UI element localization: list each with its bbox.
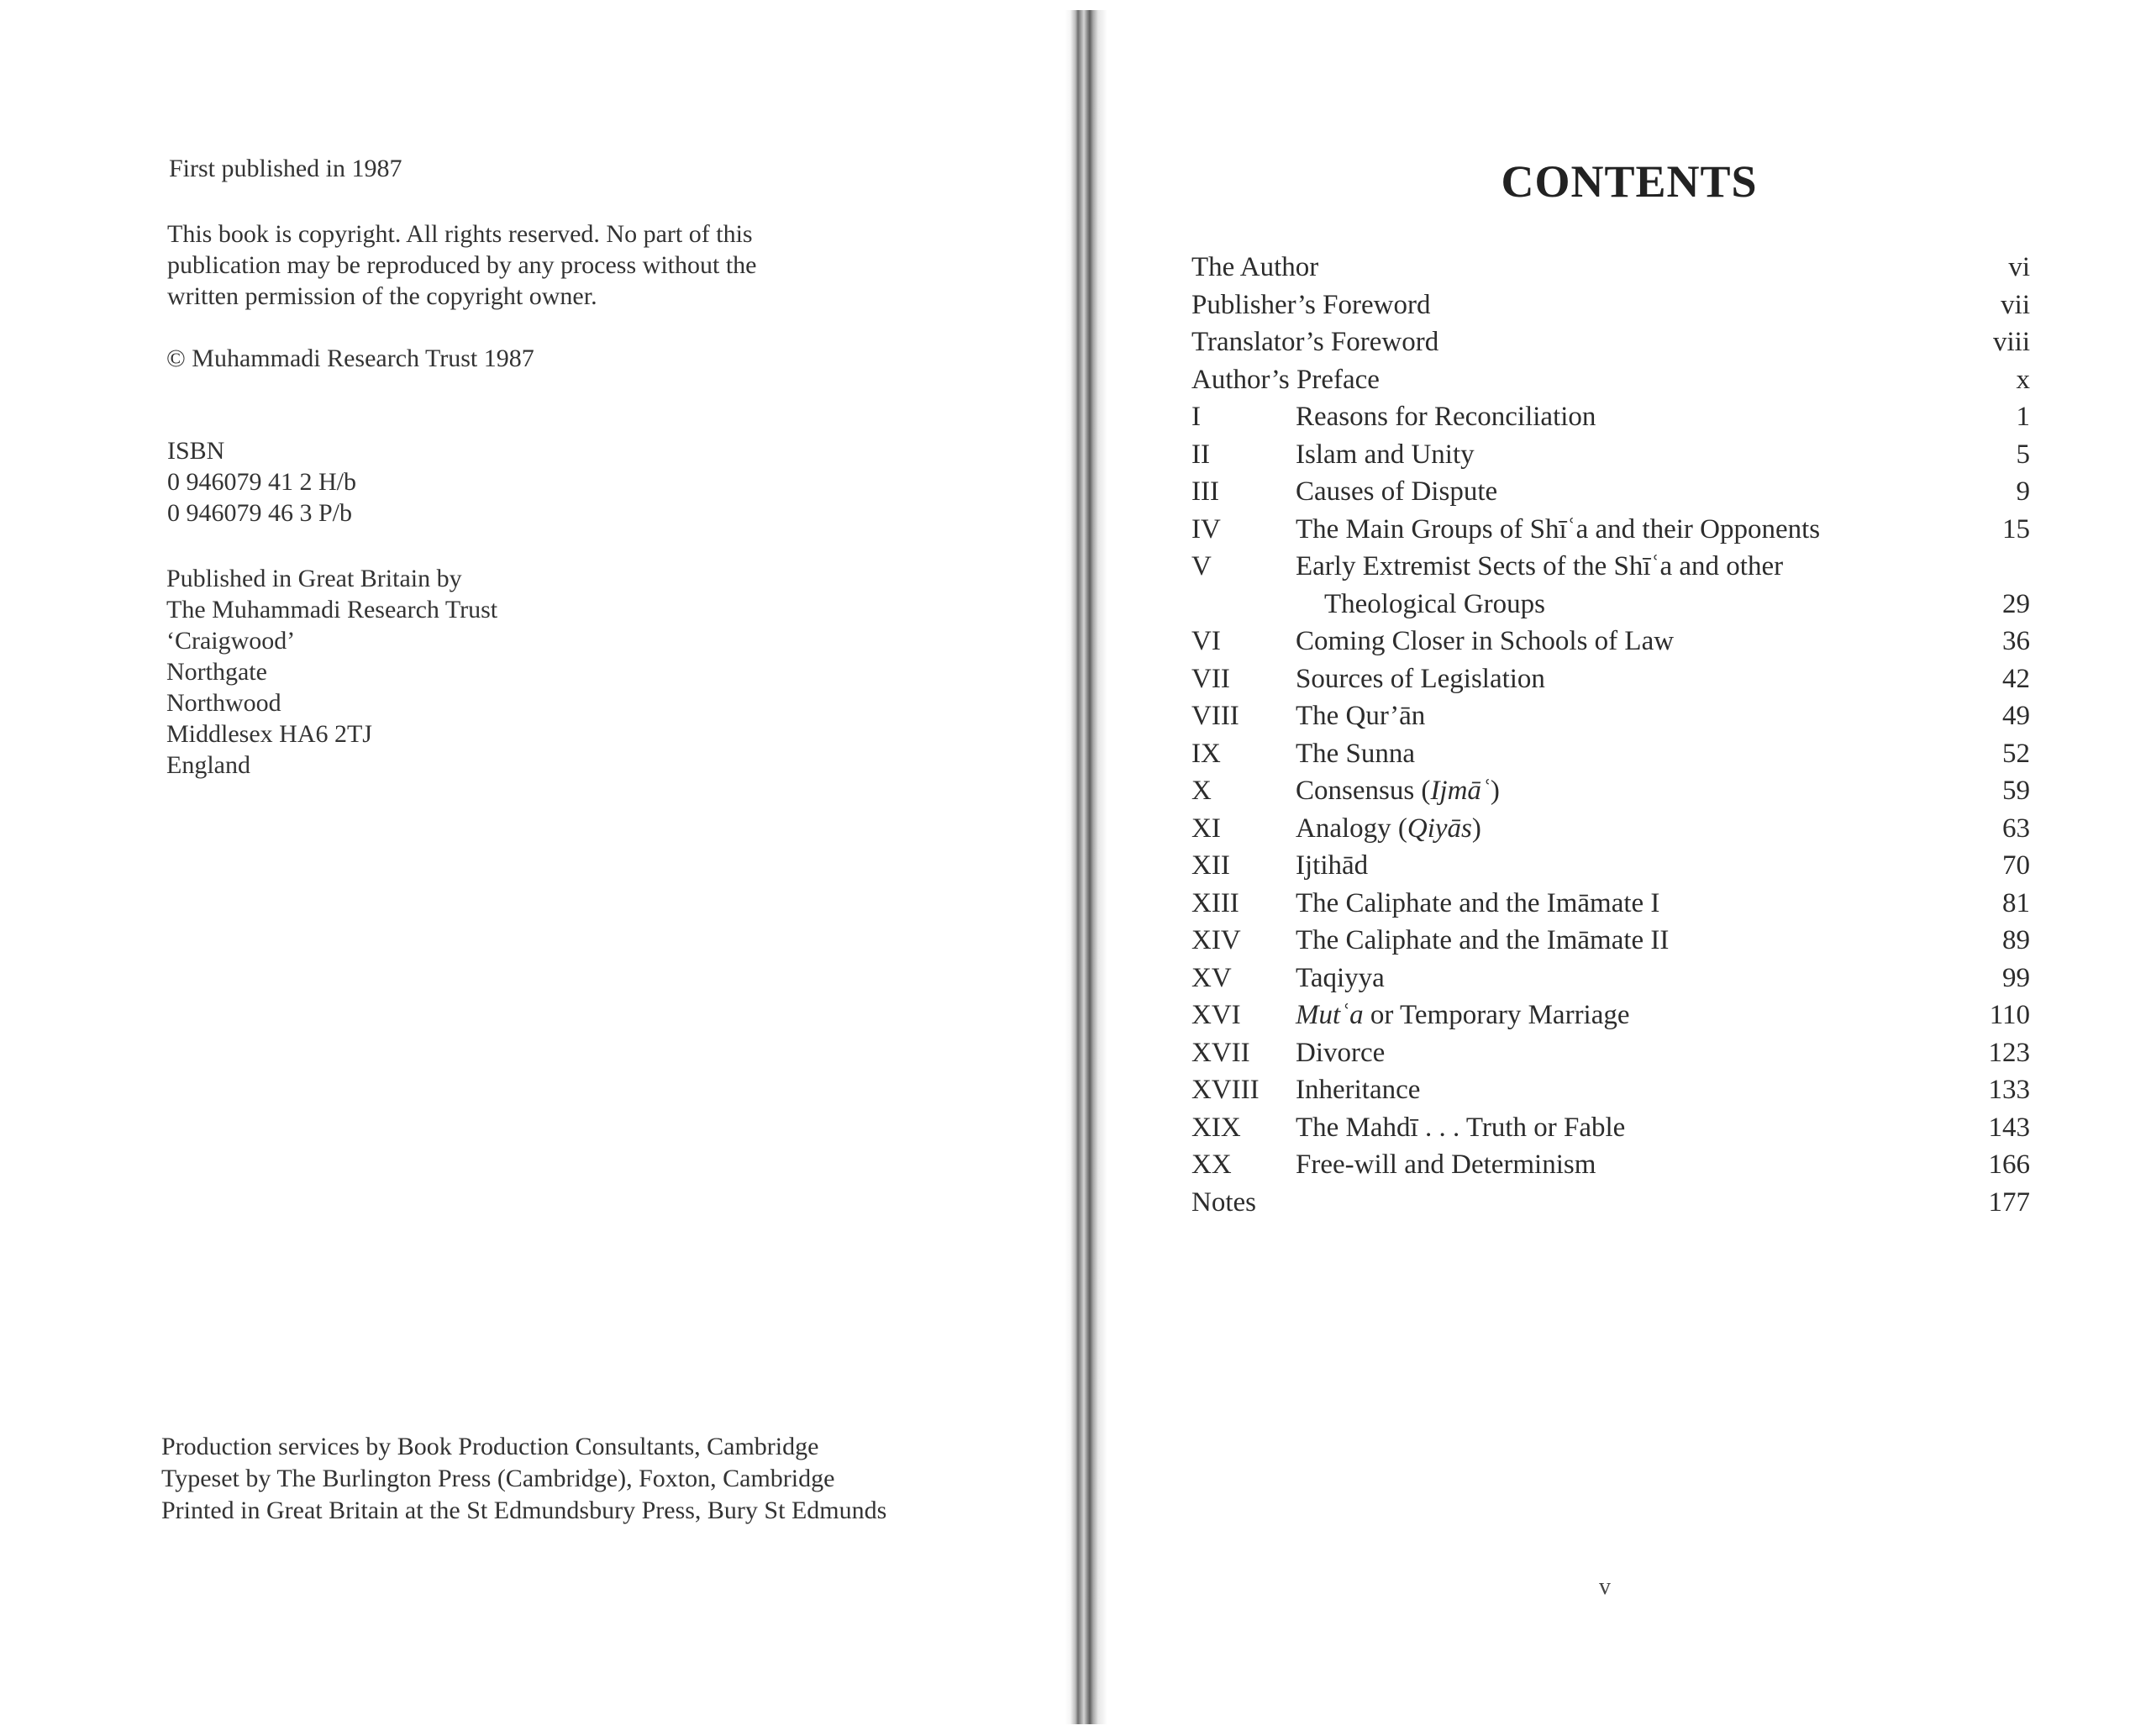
- toc-entry: [1191, 1071, 2030, 1109]
- toc-chapter-number: XIV: [1191, 925, 1241, 955]
- toc-title-text: Author’s Preface: [1191, 364, 1380, 395]
- toc-page-number: 143: [1988, 1112, 2030, 1143]
- toc-page-number: vi: [2008, 252, 2030, 282]
- toc-entry-title: [1296, 436, 1475, 474]
- credit-line: Printed in Great Britain at the St Edmundsbury Press, Bury St Edmunds: [161, 1497, 887, 1524]
- toc-entry-title: [1296, 548, 1783, 623]
- toc-entry: [1191, 922, 2030, 960]
- toc-chapter-number: V: [1191, 551, 1212, 581]
- copyright-notice-line: publication may be reproduced by any process without the: [167, 251, 757, 279]
- toc-chapter-number: XVII: [1191, 1037, 1250, 1068]
- toc-chapter-number: II: [1191, 439, 1210, 470]
- toc-page-number: 166: [1988, 1149, 2030, 1180]
- toc-page-number: 110: [1989, 1000, 2030, 1030]
- toc-title-italic: Ijmāʿ: [1430, 776, 1491, 806]
- toc-entry: [1191, 361, 2030, 399]
- toc-chapter-number: XX: [1191, 1149, 1232, 1180]
- toc-entry-title: [1296, 772, 1500, 810]
- toc-entry-title: [1191, 324, 1438, 361]
- toc-title-text: Reasons for Reconciliation: [1296, 402, 1596, 432]
- toc-entry: [1191, 324, 2030, 361]
- toc-page-number: 52: [2002, 738, 2030, 769]
- toc-title-text: The Main Groups of Shīʿa and their Opponents: [1296, 513, 1821, 544]
- toc-chapter-number: VII: [1191, 663, 1230, 694]
- toc-entry: [1191, 885, 2030, 923]
- toc-page-number: vii: [2001, 289, 2030, 320]
- toc-entry: [1191, 436, 2030, 474]
- copyright-notice: [167, 218, 756, 312]
- toc-title-continuation: Theological Groups: [1324, 588, 1546, 619]
- address-line: Northwood: [166, 689, 281, 717]
- toc-chapter-number: VI: [1191, 626, 1221, 656]
- toc-entry-title: [1191, 1184, 1256, 1222]
- toc-entry: [1191, 1146, 2030, 1184]
- toc-entry-title: [1296, 885, 1659, 923]
- toc-page-number: 99: [2002, 962, 2030, 993]
- toc-page-number: 133: [1988, 1075, 2030, 1105]
- toc-chapter-number: XVIII: [1191, 1075, 1260, 1105]
- toc-title-text: Translator’s Foreword: [1191, 327, 1439, 357]
- toc-entry-title: [1296, 660, 1545, 698]
- toc-entry-title: [1296, 847, 1368, 885]
- toc-page-number: 15: [2002, 513, 2030, 544]
- toc-entry: [1191, 960, 2030, 997]
- toc-title-text: The Sunna: [1296, 738, 1416, 769]
- toc-entry: [1191, 847, 2030, 885]
- toc-entry: [1191, 810, 2030, 848]
- toc-title-italic: Mutʿa: [1296, 1000, 1364, 1030]
- toc-entry: [1191, 660, 2030, 698]
- toc-title-text: Ijtihād: [1296, 850, 1369, 881]
- toc-page-number: viii: [1992, 327, 2030, 357]
- toc-chapter-number: XV: [1191, 962, 1232, 993]
- toc-page-number: 70: [2002, 850, 2030, 881]
- toc-title-text: Divorce: [1296, 1037, 1386, 1068]
- toc-entry-title: [1296, 697, 1425, 735]
- toc-entry: [1191, 735, 2030, 773]
- toc-entry-title: [1296, 473, 1497, 511]
- toc-entry: [1191, 1109, 2030, 1147]
- toc-page-number: 59: [2002, 776, 2030, 806]
- toc-title-text: Free-will and Determinism: [1296, 1149, 1596, 1180]
- toc-chapter-number: III: [1191, 476, 1219, 507]
- toc-title-text: Inheritance: [1296, 1075, 1421, 1105]
- toc-entry: [1191, 697, 2030, 735]
- toc-chapter-number: IX: [1191, 738, 1221, 769]
- toc-entry: [1191, 623, 2030, 660]
- toc-page-number: 42: [2002, 663, 2030, 694]
- toc-chapter-number: XIX: [1191, 1112, 1241, 1143]
- toc-title-text: Islam and Unity: [1296, 439, 1475, 470]
- toc-page-number: x: [2016, 364, 2030, 395]
- toc-chapter-number: I: [1191, 402, 1201, 432]
- toc-page-number: 1: [2016, 402, 2030, 432]
- toc-chapter-number: XI: [1191, 813, 1221, 844]
- toc-page-number: 89: [2002, 925, 2030, 955]
- page-number: v: [1599, 1574, 1611, 1600]
- toc-entry-title: [1296, 810, 1481, 848]
- isbn-paperback: 0 946079 46 3 P/b: [167, 499, 353, 527]
- toc-page-number: 49: [2002, 701, 2030, 731]
- toc-title-text: Analogy (: [1296, 813, 1407, 844]
- toc-chapter-number: VIII: [1191, 701, 1239, 731]
- toc-entry-title: [1296, 922, 1669, 960]
- toc-entry: [1191, 548, 2030, 623]
- toc-title-text: or Temporary Marriage: [1363, 1000, 1630, 1030]
- book-gutter: [1065, 10, 1107, 1724]
- toc-title-text: ): [1471, 813, 1481, 844]
- toc-title-text: Taqiyya: [1296, 962, 1385, 993]
- toc-page-number: 5: [2016, 439, 2030, 470]
- toc-entry-title: [1296, 1146, 1596, 1184]
- toc-page-number: 177: [1988, 1186, 2030, 1218]
- toc-chapter-number: XIII: [1191, 887, 1239, 918]
- toc-entry-title: [1296, 1109, 1625, 1147]
- toc-title-text: Publisher’s Foreword: [1191, 289, 1431, 320]
- toc-title-text: The Author: [1191, 252, 1319, 282]
- isbn-hardback: 0 946079 41 2 H/b: [167, 468, 356, 496]
- toc-entry: [1191, 1184, 2030, 1222]
- address-line: The Muhammadi Research Trust: [166, 596, 498, 623]
- toc-entry-title: [1191, 287, 1430, 324]
- address-line: Middlesex HA6 2TJ: [166, 720, 372, 748]
- copyright-notice-line: written permission of the copyright owner.: [167, 282, 597, 310]
- toc-entry-title: [1296, 735, 1415, 773]
- toc-title-text: Coming Closer in Schools of Law: [1296, 626, 1675, 656]
- address-line: England: [166, 751, 250, 779]
- address-line: Published in Great Britain by: [166, 565, 462, 592]
- copyright-notice-line: This book is copyright. All rights reserved. No part of this: [167, 220, 753, 248]
- toc-entry: [1191, 511, 2030, 549]
- toc-entry: [1191, 1034, 2030, 1072]
- credit-line: Typeset by The Burlington Press (Cambridge), Foxton, Cambridge: [161, 1465, 835, 1492]
- production-credits: [161, 1431, 886, 1527]
- address-line: Northgate: [166, 658, 267, 686]
- toc-entry-title: [1296, 997, 1630, 1034]
- toc-title-text: ): [1490, 776, 1500, 806]
- toc-entry: [1191, 772, 2030, 810]
- toc-entry-title: [1296, 511, 1820, 549]
- toc-title-text: The Qur’ān: [1296, 701, 1426, 731]
- contents-heading: CONTENTS: [1501, 156, 1758, 207]
- toc-title-text: Notes: [1191, 1186, 1256, 1218]
- toc-entry-title: [1296, 960, 1385, 997]
- toc-page-number: 63: [2002, 813, 2030, 844]
- toc-chapter-number: IV: [1191, 513, 1221, 544]
- address-line: ‘Craigwood’: [166, 627, 296, 655]
- toc-title-text: Causes of Dispute: [1296, 476, 1498, 507]
- publisher-address: [166, 563, 497, 781]
- toc-title-italic: Qiyās: [1407, 813, 1472, 844]
- toc-entry: [1191, 287, 2030, 324]
- toc-chapter-number: XII: [1191, 850, 1230, 881]
- trust-copyright: © Muhammadi Research Trust 1987: [166, 345, 534, 372]
- toc-title-text: Early Extremist Sects of the Shīʿa and other: [1296, 551, 1784, 581]
- toc-title-text: The Caliphate and the Imāmate II: [1296, 925, 1670, 955]
- toc-entry: [1191, 398, 2030, 436]
- toc-page-number: 36: [2002, 626, 2030, 656]
- toc-page-number: 81: [2002, 887, 2030, 918]
- toc-entry: [1191, 473, 2030, 511]
- toc-entry: [1191, 997, 2030, 1034]
- toc-title-text: The Caliphate and the Imāmate I: [1296, 887, 1660, 918]
- toc-entry-title: [1296, 623, 1674, 660]
- toc-page-number: 123: [1988, 1037, 2030, 1068]
- first-published-line: First published in 1987: [169, 155, 402, 182]
- toc-chapter-number: XVI: [1191, 1000, 1241, 1030]
- isbn-label: ISBN: [167, 437, 225, 465]
- toc-entry-title: [1296, 1034, 1385, 1072]
- toc-page-number: 9: [2016, 476, 2030, 507]
- toc-entry-title: [1296, 398, 1596, 436]
- toc-title-text: Sources of Legislation: [1296, 663, 1545, 694]
- toc-entry-title: [1296, 1071, 1420, 1109]
- toc-entry-title: [1191, 361, 1380, 399]
- isbn-block: [167, 435, 356, 529]
- table-of-contents: [1191, 249, 2030, 1221]
- credit-line: Production services by Book Production Consultants, Cambridge: [161, 1433, 819, 1460]
- toc-page-number: 29: [2002, 588, 2030, 619]
- toc-entry-title: [1191, 249, 1318, 287]
- toc-chapter-number: X: [1191, 776, 1212, 806]
- toc-title-text: The Mahdī . . . Truth or Fable: [1296, 1112, 1626, 1143]
- toc-title-text: Consensus (: [1296, 776, 1431, 806]
- toc-entry: [1191, 249, 2030, 287]
